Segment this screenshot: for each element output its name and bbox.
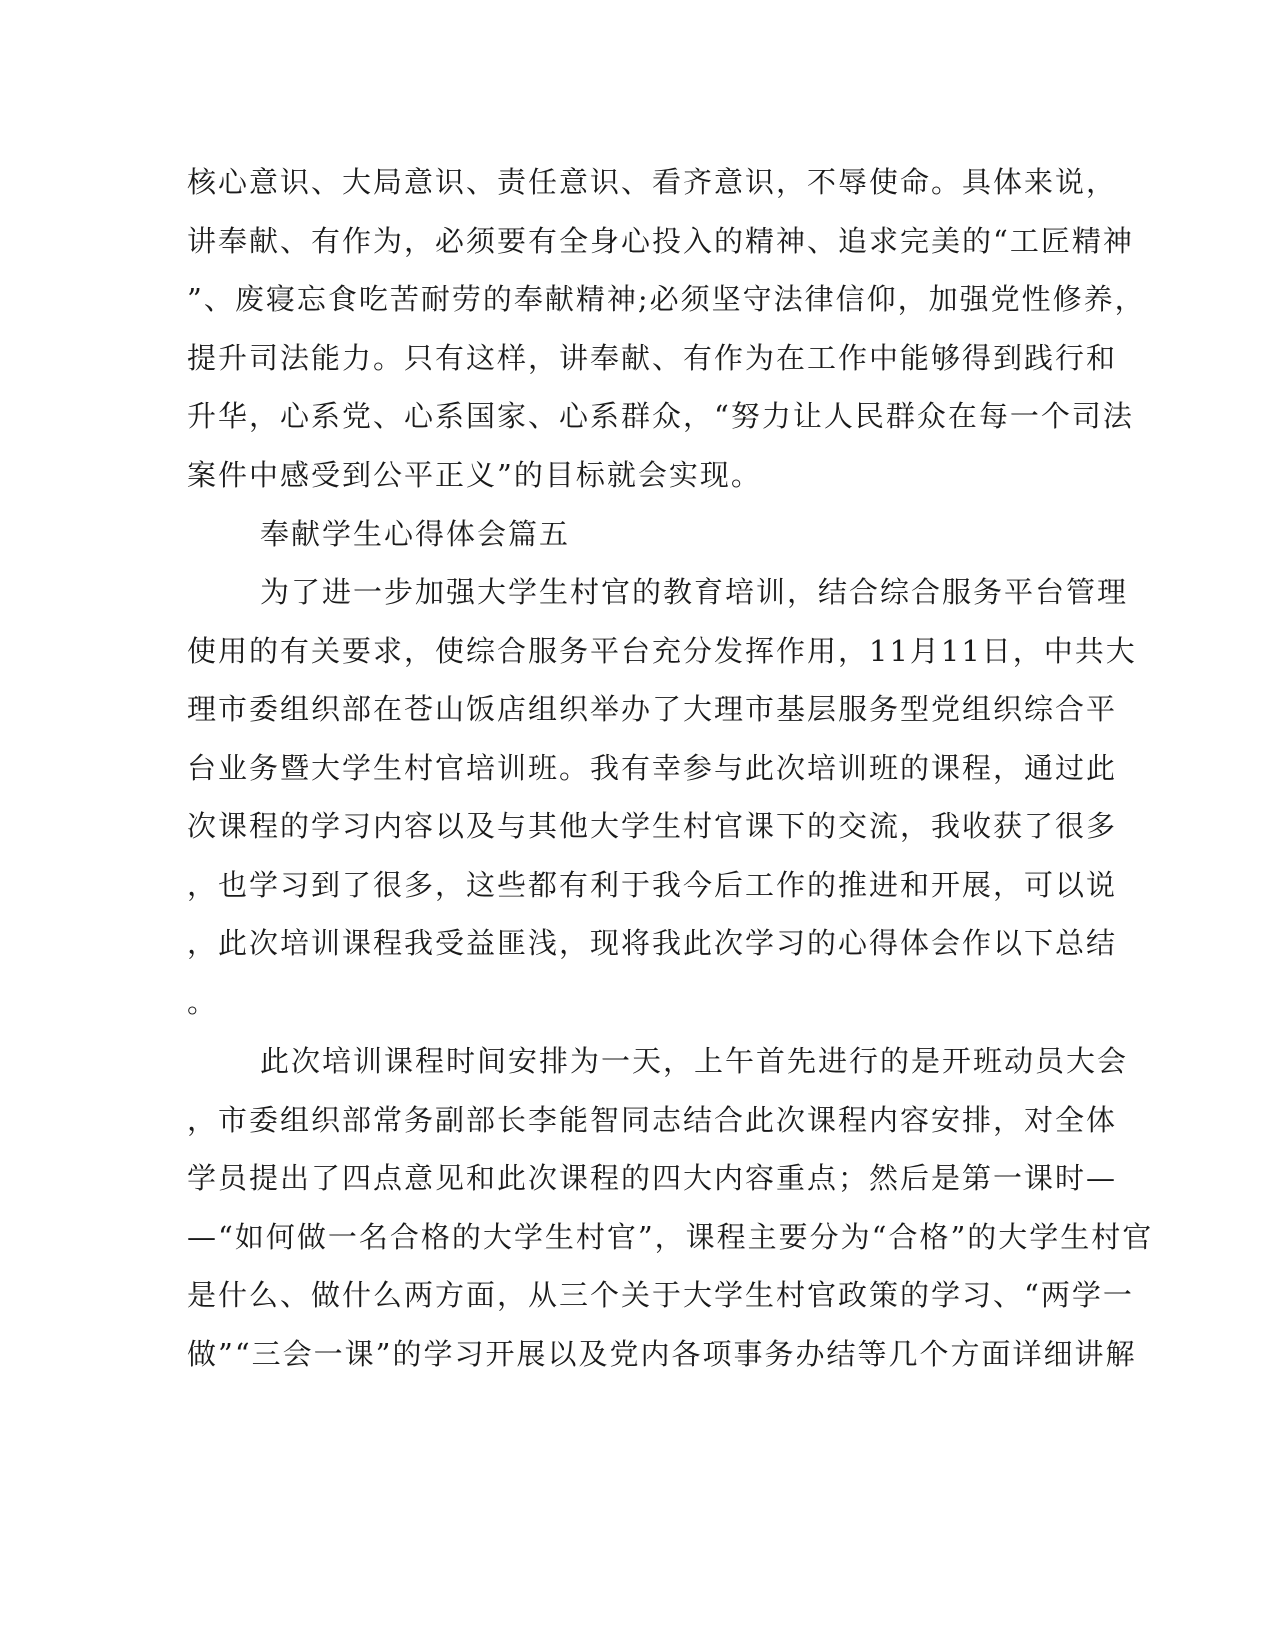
text-line: 是什么、做什么两方面，从三个关于大学生村官政策的学习、“两学一 <box>187 1278 1134 1312</box>
text-line: ，市委组织部常务副部长李能智同志结合此次课程内容安排，对全体 <box>187 1103 1118 1137</box>
text-line: 使用的有关要求，使综合服务平台充分发挥作用，11月11日，中共大 <box>187 634 1137 668</box>
text-line: 升华，心系党、心系国家、心系群众，“努力让人民群众在每一个司法 <box>187 399 1134 433</box>
text-line: 学员提出了四点意见和此次课程的四大内容重点；然后是第一课时— <box>187 1161 1118 1195</box>
text-line: ”、废寝忘食吃苦耐劳的奉献精神;必须坚守法律信仰，加强党性修养， <box>187 282 1146 316</box>
section-heading: 奉献学生心得体会篇五 <box>260 517 571 551</box>
text-line: 此次培训课程时间安排为一天，上午首先进行的是开班动员大会 <box>260 1044 1129 1078</box>
text-line: 讲奉献、有作为，必须要有全身心投入的精神、追求完美的“工匠精神 <box>187 224 1134 258</box>
text-line: 台业务暨大学生村官培训班。我有幸参与此次培训班的课程，通过此 <box>187 751 1118 785</box>
text-line: 核心意识、大局意识、责任意识、看齐意识，不辱使命。具体来说， <box>187 165 1118 199</box>
text-line: 做”“三会一课”的学习开展以及党内各项事务办结等几个方面详细讲解 <box>187 1337 1137 1371</box>
text-line: ，此次培训课程我受益匪浅，现将我此次学习的心得体会作以下总结 <box>187 926 1118 960</box>
text-line: 案件中感受到公平正义”的目标就会实现。 <box>187 458 762 492</box>
text-line: ，也学习到了很多，这些都有利于我今后工作的推进和开展，可以说 <box>187 868 1118 902</box>
text-line: —“如何做一名合格的大学生村官”，课程主要分为“合格”的大学生村官 <box>187 1220 1154 1254</box>
text-line: 。 <box>187 985 219 1019</box>
text-line: 理市委组织部在苍山饭店组织举办了大理市基层服务型党组织综合平 <box>187 692 1118 726</box>
text-line: 提升司法能力。只有这样，讲奉献、有作为在工作中能够得到践行和 <box>187 341 1118 375</box>
text-line: 次课程的学习内容以及与其他大学生村官课下的交流，我收获了很多 <box>187 809 1118 843</box>
text-line: 为了进一步加强大学生村官的教育培训，结合综合服务平台管理 <box>260 575 1129 609</box>
